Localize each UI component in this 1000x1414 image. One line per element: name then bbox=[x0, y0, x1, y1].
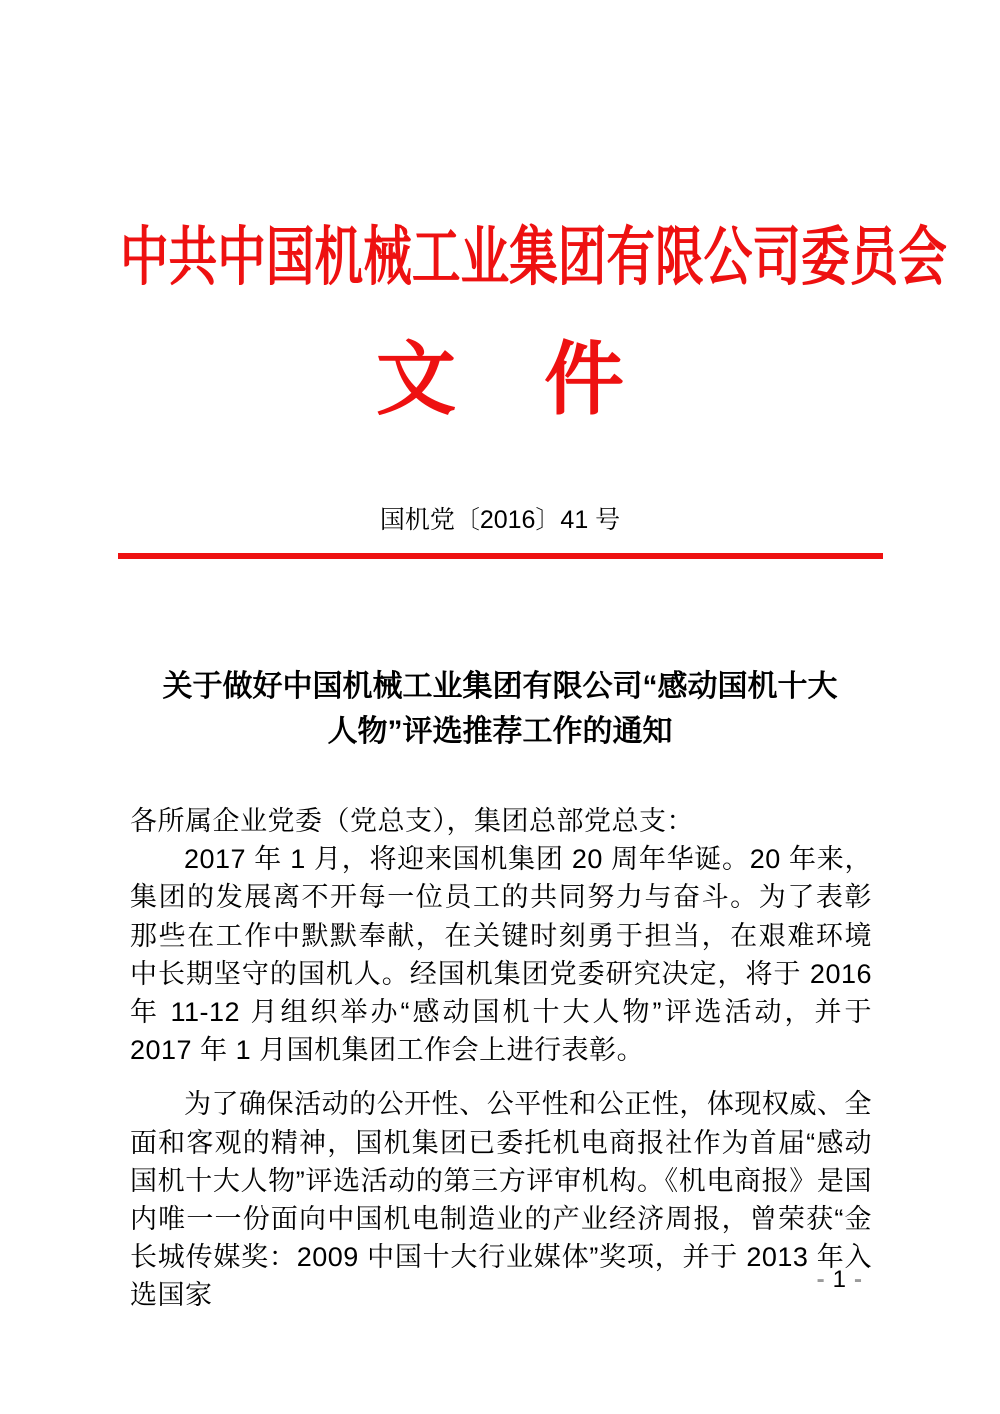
page-number-dash-left: - bbox=[816, 1266, 826, 1293]
body-paragraph-1: 2017 年 1 月，将迎来国机集团 20 周年华诞。20 年来，集团的发展离不开每一位员工的共同努力与奋斗。为了表彰那些在工作中默默奉献，在关键时刻勇于担当，在艰难环境中长期坚守的国机人。经国机集团党委研究决定，将于 2016 年 11-12 月组织举办“感动国机十大人物”评选活动，并于 2017 年 1 月国机集团工作会上进行表彰。 bbox=[130, 844, 872, 1066]
document-title-line2: 人物”评选推荐工作的通知 bbox=[327, 715, 673, 748]
letterhead-doc-word bbox=[0, 334, 1000, 428]
letterhead-divider-rule bbox=[118, 553, 883, 559]
page-number-value: 1 bbox=[832, 1266, 847, 1293]
doc-word-char-jian: 件 bbox=[544, 337, 624, 425]
page-number-dash-right: - bbox=[854, 1266, 863, 1293]
document-title bbox=[100, 664, 900, 754]
body-paragraph-2: 为了确保活动的公开性、公平性和公正性，体现权威、全面和客观的精神，国机集团已委托机电商报社作为首届“感动国机十大人物”评选活动的第三方评审机构。《机电商报》是国内唯一一份面向中国机电制造业的产业经济周报，曾荣获“金长城传媒奖：2009 中国十大行业媒体”奖项，并于 2013 年入选国家 bbox=[130, 1089, 872, 1311]
salutation-line: 各所属企业党委（党总支），集团总部党总支： bbox=[130, 806, 694, 836]
document-reference-number: 国机党〔2016〕41 号 bbox=[379, 506, 621, 534]
doc-word-char-wen: 文 bbox=[376, 337, 456, 425]
document-body bbox=[130, 802, 872, 1315]
document-title-line1: 关于做好中国机械工业集团有限公司“感动国机十大 bbox=[162, 670, 838, 703]
page-number bbox=[810, 1266, 870, 1294]
letterhead-org-name: 中共中国机械工业集团有限公司委员会 bbox=[120, 222, 947, 293]
